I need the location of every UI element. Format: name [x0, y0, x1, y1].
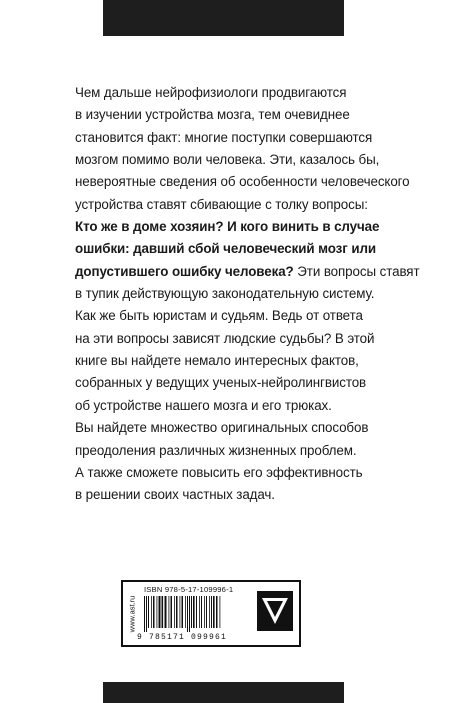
barcode-stripe [165, 596, 167, 628]
barcode-bars [143, 596, 254, 632]
isbn-label: ISBN 978-5-17-109996-1 [144, 585, 234, 594]
bottom-black-bar [103, 682, 344, 703]
text-line: на эти вопросы зависят людские судьбы? В этой [75, 330, 375, 346]
text-line: в решении своих частных задач. [75, 487, 275, 503]
v-triangle-logo-icon [257, 591, 293, 631]
text-line: преодоления различных жизненных проблем. [75, 442, 357, 458]
barcode-stripe [157, 596, 158, 628]
barcode-stripe [180, 596, 181, 628]
barcode-stripe [148, 596, 149, 628]
mixed-text-line [75, 261, 420, 283]
barcode-stripe [187, 596, 188, 632]
text-line: устройства ставят сбивающие с толку вопросы: [75, 196, 368, 212]
barcode-stripe [209, 596, 210, 628]
text-line: А также сможете повысить его эффективность [75, 464, 363, 480]
bold-text-line: ошибки: давший сбой человеческий мозг или [75, 241, 376, 257]
barcode-stripe [201, 596, 202, 628]
barcode-stripe [191, 596, 192, 628]
barcode-stripe [204, 596, 205, 628]
barcode-stripe [159, 596, 161, 628]
text-line: Вы найдете множество оригинальных способов [75, 420, 369, 436]
barcode-stripe [162, 596, 164, 628]
barcode-stripe [189, 596, 190, 632]
annotation-text [75, 82, 420, 507]
barcode-stripe [151, 596, 152, 628]
barcode-stripe [206, 596, 207, 628]
barcode-stripe [220, 596, 221, 628]
barcode-stripe [185, 596, 186, 628]
barcode-block [121, 580, 301, 647]
text-line: в тупик действующую законодательную систему. [75, 286, 375, 302]
text-line: Чем дальше нейрофизиологи продвигаются [75, 85, 347, 100]
barcode-stripe [144, 596, 145, 632]
barcode-stripe [213, 596, 215, 628]
barcode-stripe [199, 596, 200, 628]
barcode-stripe [182, 596, 184, 628]
text-line: становится факт: многие поступки совершаются [75, 129, 373, 145]
barcode-stripe [174, 596, 175, 628]
text-line: невероятные сведения об особенности человеческого [75, 174, 410, 190]
text-line: мозгом помимо воли человека. Эти, казалось бы, [75, 152, 380, 168]
barcode-stripe [153, 596, 155, 628]
text-line: Как же быть юристам и судьям. Ведь от ответа [75, 308, 363, 324]
text-line: книге вы найдете немало интересных фактов, [75, 353, 359, 369]
barcode-stripe [176, 596, 178, 628]
text-line: об устройстве нашего мозга и его трюках. [75, 397, 332, 413]
barcode-stripe [169, 596, 170, 628]
bold-fragment: допустившего ошибку человека? [75, 263, 294, 279]
normal-fragment: Эти вопросы ставят [293, 263, 420, 279]
barcode-stripe [171, 596, 173, 628]
publisher-url: www.ast.ru [127, 595, 137, 632]
barcode-stripe [196, 596, 197, 628]
text-line: собранных у ведущих ученых-нейролингвистов [75, 375, 367, 391]
bold-text-line: Кто же в доме хозяин? И кого винить в случае [75, 219, 380, 235]
barcode-digits: 9 785171 099961 [137, 633, 228, 642]
top-black-bar [103, 0, 344, 36]
barcode-stripe [193, 596, 195, 628]
text-line: в изучении устройства мозга, тем очевиднее [75, 107, 350, 123]
barcode-stripe [211, 596, 212, 628]
barcode-stripe [216, 596, 218, 628]
barcode-stripe [146, 596, 147, 632]
